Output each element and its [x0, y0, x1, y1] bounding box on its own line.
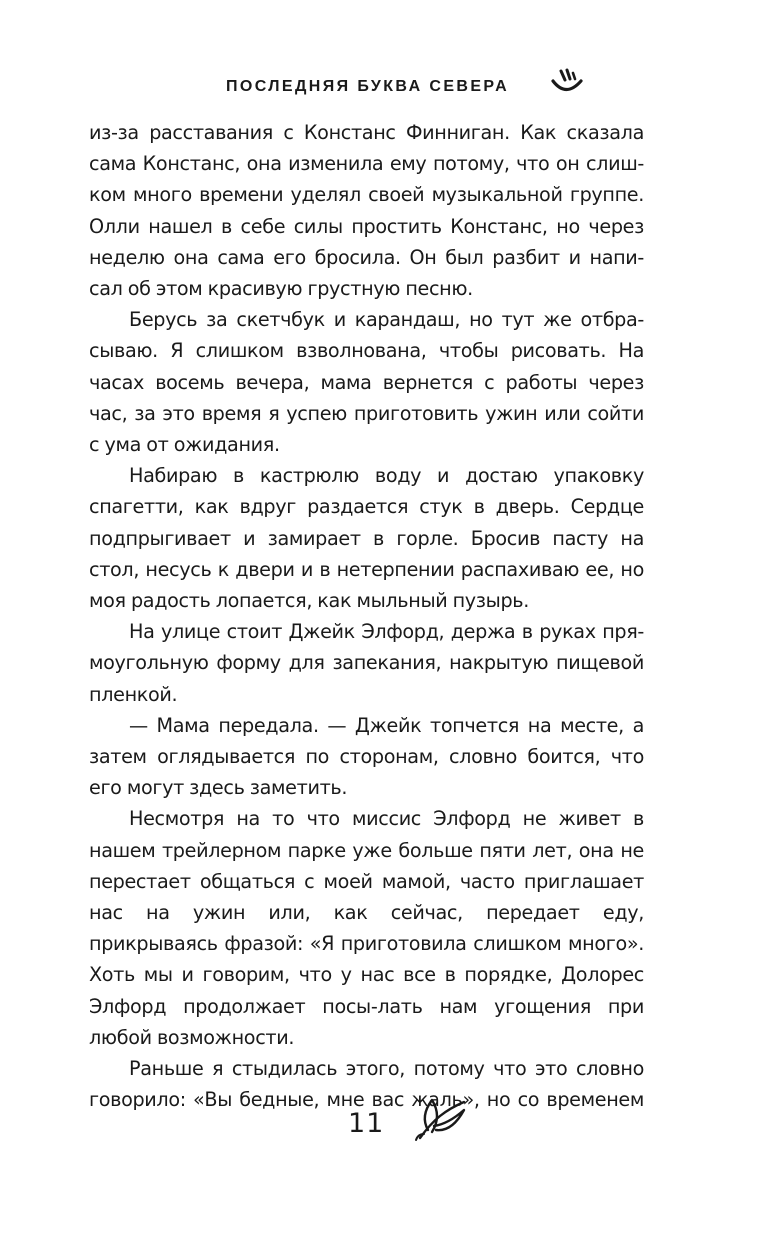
running-header-title: ПОСЛЕДНЯЯ БУКВА СЕВЕРА [226, 78, 510, 95]
paragraph: Берусь за скетчбук и карандаш, но тут же отбра-сываю. Я слишком взволнована, чтобы рисовать. На часах восемь вечера, мама вернется с работы через час, за это время я успею приготовить ужин или сойти с ума от ожидания. [89, 308, 644, 457]
paragraph: На улице стоит Джейк Элфорд, держа в руках пря-моугольную форму для запекания, накрытую пищевой пленкой. [89, 620, 644, 706]
paragraph: Раньше я стыдилась этого, потому что это словно говорило: «Вы бедные, мне вас жаль», но со временем [89, 1057, 644, 1112]
paragraph: Несмотря на то что миссис Элфорд не живет в нашем трейлерном парке уже больше пяти лет, она не перестает общаться с моей мамой, часто приглашает нас на ужин или, как сейчас, передает еду, прикрываясь фразой: «Я приготовила слишком много». Хоть мы и говорим, что у нас все в порядке, Долорес Элфорд продолжает посы-лать нам угощения при любой возможности. [89, 807, 644, 1049]
body-text [89, 117, 644, 1116]
paragraph: Набираю в кастрюлю воду и достаю упаковку спагетти, как вдруг раздается стук в дверь. Сердце подпрыгивает и замирает в горле. Бросив пасту на стол, несусь к двери и в нетерпении распахиваю ее, но моя радость лопается, как мыльный пузырь. [89, 464, 644, 613]
leaf-doodle-icon [414, 1094, 476, 1144]
paragraph: из-за расставания с Констанс Финниган. Как сказала сама Констанс, она изменила ему потому, что он слиш-ком много времени уделял своей музыкальной группе. Олли нашел в себе силы простить Констанс, но через неделю она сама его бросила. Он был разбит и напи-сал об этом красивую грустную песню. [89, 121, 644, 301]
smile-doodle-icon [548, 68, 588, 100]
paragraph: — Мама передала. — Джейк топчется на месте, а затем оглядывается по сторонам, словно боится, что его могут здесь заметить. [89, 713, 644, 800]
page-number: 11 [348, 1108, 385, 1139]
